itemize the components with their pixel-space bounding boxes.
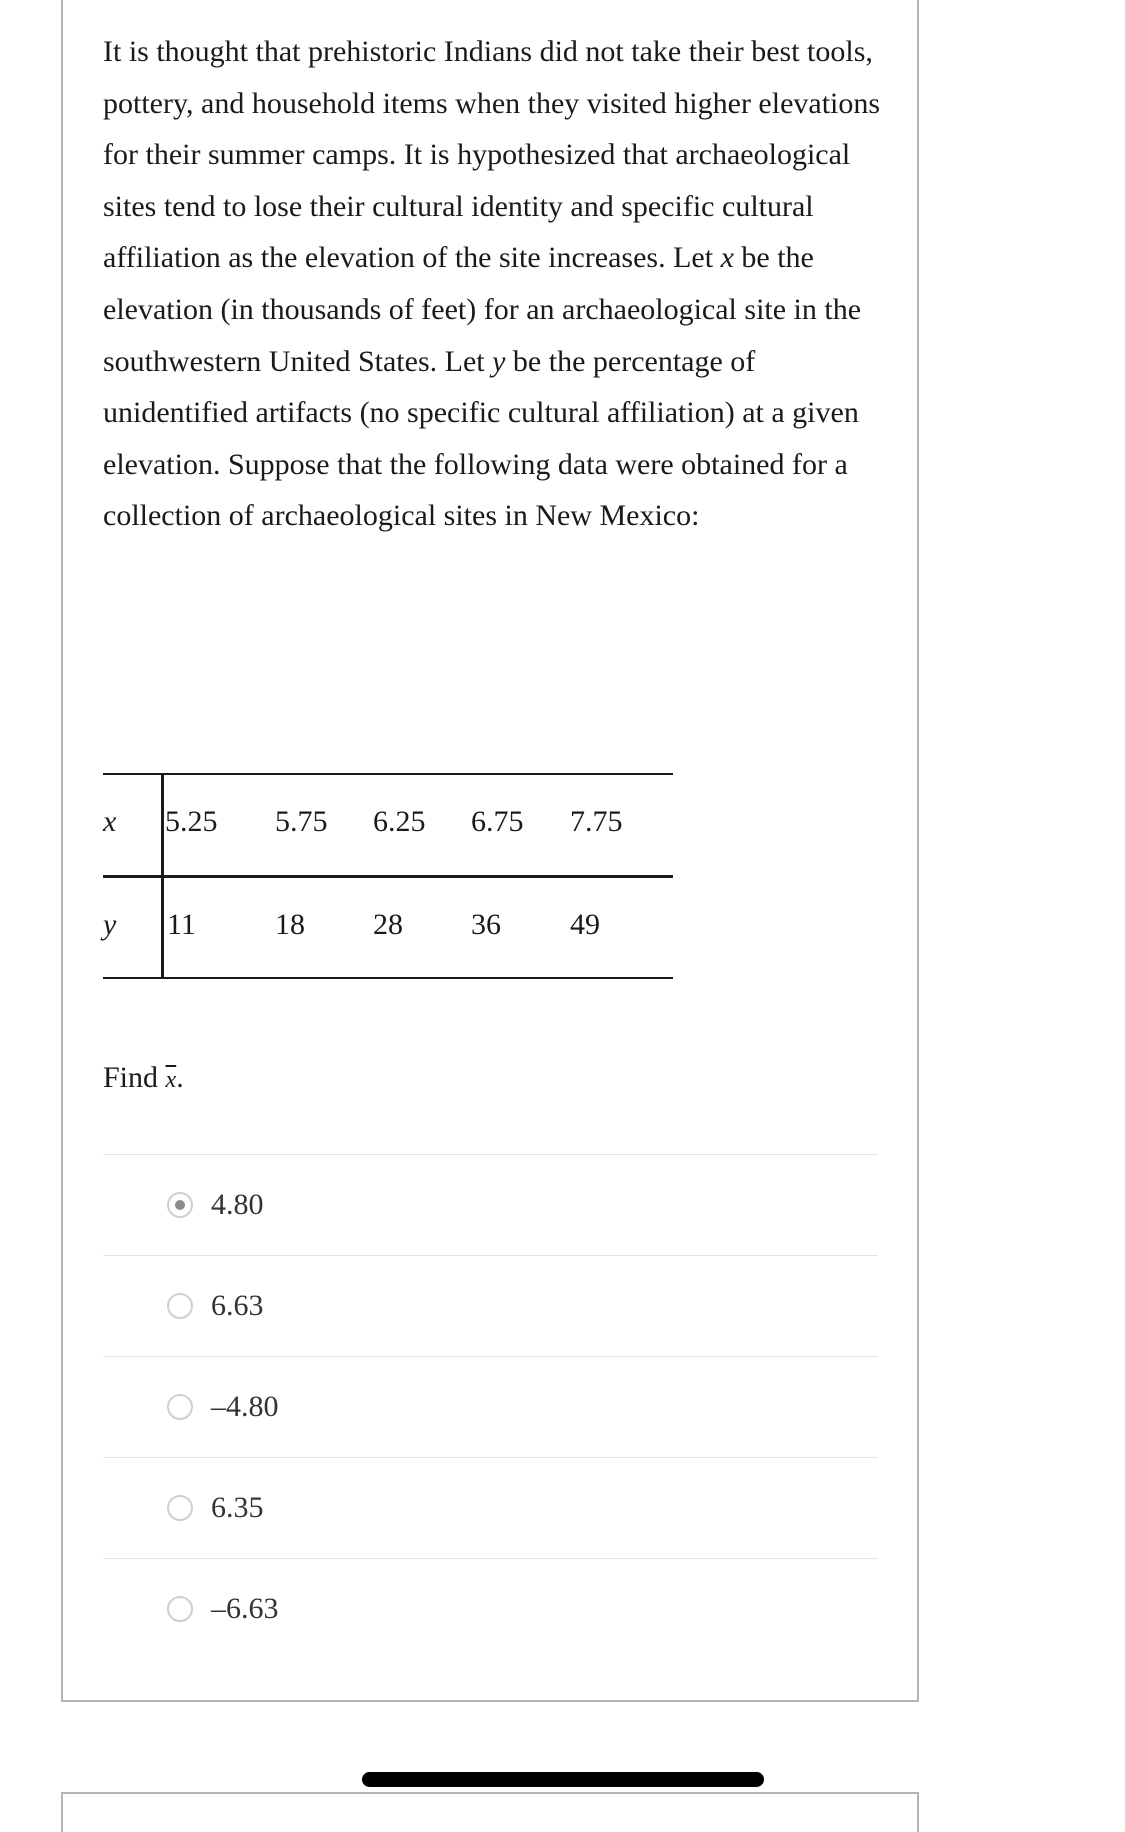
- answer-option-2[interactable]: [103, 1255, 878, 1356]
- table-top-rule: [103, 773, 673, 775]
- table-cell-y-5: 49: [570, 908, 600, 941]
- table-row-label-y: y: [103, 908, 117, 941]
- answer-option-label: 4.80: [211, 1188, 264, 1221]
- table-cell-y-2: 18: [275, 908, 305, 941]
- table-cell-y-4: 36: [471, 908, 501, 941]
- answer-options: [103, 1154, 878, 1659]
- table-bottom-rule: [103, 977, 673, 979]
- table-cell-x-5: 7.75: [570, 805, 623, 838]
- table-cell-x-3: 6.25: [373, 805, 426, 838]
- question-text-part-3: be the percentage of unidentified artifacts (no specific cultural affiliation) at a given elevation. Suppose that the following data were obtained for a collection of archaeological sites in New Mexico:: [103, 344, 859, 533]
- radio-unselected-icon[interactable]: [167, 1596, 193, 1622]
- radio-selected-icon[interactable]: [167, 1192, 193, 1218]
- radio-unselected-icon[interactable]: [167, 1394, 193, 1420]
- question-text-part-1: It is thought that prehistoric Indians did not take their best tools, pottery, and household items when they visited higher elevations for their summer camps. It is hypothesized that archaeological sites tend to lose their cultural identity and specific cultural affiliation as the elevation of the site increases. Let: [103, 35, 881, 275]
- data-table: [103, 773, 673, 979]
- table-row-label-x: x: [103, 805, 117, 838]
- radio-unselected-icon[interactable]: [167, 1495, 193, 1521]
- answer-option-5[interactable]: [103, 1558, 878, 1659]
- table-cell-y-1: 11: [167, 908, 196, 941]
- table-cell-x-2: 5.75: [275, 805, 328, 838]
- radio-unselected-icon[interactable]: [167, 1293, 193, 1319]
- x-bar-symbol: $\overline{x}$: [165, 1067, 177, 1093]
- answer-option-1[interactable]: [103, 1154, 878, 1255]
- table-cell-y-3: 28: [373, 908, 403, 941]
- table-vertical-rule: [161, 773, 164, 979]
- prompt-suffix: .: [176, 1061, 184, 1094]
- table-middle-rule: [103, 875, 673, 878]
- table-cell-x-4: 6.75: [471, 805, 524, 838]
- home-indicator[interactable]: [362, 1772, 764, 1787]
- answer-option-4[interactable]: [103, 1457, 878, 1558]
- answer-option-label: 6.35: [211, 1491, 264, 1524]
- variable-x: x: [720, 241, 734, 275]
- prompt-prefix: Find: [103, 1061, 166, 1094]
- question-prompt: [103, 1060, 184, 1098]
- table-cell-x-1: 5.25: [165, 805, 218, 838]
- variable-y: y: [492, 344, 506, 378]
- answer-option-3[interactable]: [103, 1356, 878, 1457]
- next-question-card: [61, 1792, 919, 1832]
- question-text: [103, 26, 893, 542]
- answer-option-label: –6.63: [211, 1592, 279, 1625]
- question-text-part-2: be the elevation (in thousands of feet) for an archaeological site in the southwestern United States. Let: [103, 241, 862, 378]
- answer-option-label: –4.80: [211, 1390, 279, 1423]
- answer-option-label: 6.63: [211, 1289, 264, 1322]
